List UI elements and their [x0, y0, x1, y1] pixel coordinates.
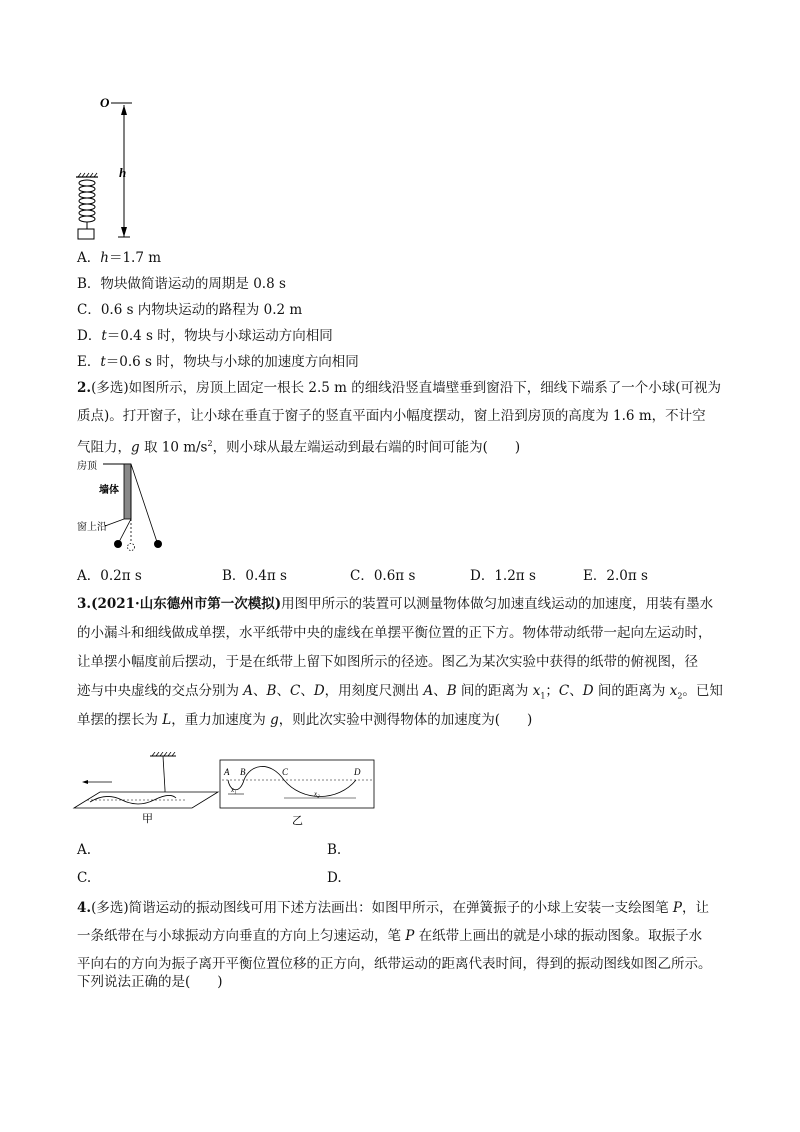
yi-label-b: B: [240, 767, 246, 777]
q2-option-d: D．1.2π s: [470, 568, 536, 584]
q3-text-line4: 迹与中央虚线的交点分别为 A、B、C、D，用刻度尺测出 A、B 间的距离为 $x_1$；C、D 间的距离为 $x_2$。已知: [77, 683, 723, 701]
q2-option-e: E．2.0π s: [583, 568, 648, 584]
figure-jia-funnel-pendulum: [72, 752, 222, 824]
q3-text-line1: 3.(2021·山东德州市第一次模拟)用图甲所示的装置可以测量物体做匀加速直线运动的加速度，用装有墨水: [77, 596, 714, 612]
figure-roof-pendulum: [75, 458, 175, 554]
yi-label-d: D: [354, 767, 361, 777]
yi-label-c: C: [282, 767, 289, 777]
q2-text-line3: 气阻力，g 取 10 $m/s^2$，则小球从最左端运动到最右端的时间可能为( ): [77, 439, 521, 456]
q2-option-b: B．0.4π s: [222, 568, 287, 584]
label-roof: 房顶: [77, 461, 97, 472]
q1-option-e: E．t＝0.6 s 时，物块与小球的加速度方向相同: [77, 354, 359, 370]
q4-text-line1: 4.(多选)简谐运动的振动图线可用下述方法画出：如图甲所示，在弹簧振子的小球上安装一支绘图笔 P，让: [77, 900, 710, 916]
figure-yi-tape: [218, 758, 378, 826]
label-wall: 墙体: [99, 485, 119, 496]
q3-text-line3: 让单摆小幅度前后摆动，于是在纸带上留下如图所示的径迹。图乙为某次实验中获得的纸带的俯视图，径: [77, 654, 698, 670]
q3-option-a: A.: [77, 842, 92, 858]
q3-number: 3.: [77, 596, 92, 612]
label-o: O: [100, 95, 110, 110]
label-window: 窗上沿: [77, 522, 107, 533]
q1-option-d: D．t＝0.4 s 时，物块与小球运动方向相同: [77, 328, 333, 344]
q4-number: 4.: [77, 900, 92, 916]
label-h: h: [119, 165, 127, 180]
q1-option-b: B．物块做简谐运动的周期是 0.8 s: [77, 276, 286, 292]
q1-option-a: A．h＝1.7 m: [77, 250, 162, 266]
yi-label-x1: x₁: [231, 786, 237, 794]
figure-spring-height: [70, 95, 150, 245]
q2-option-c: C．0.6π s: [350, 568, 416, 584]
label-yi: 乙: [292, 814, 303, 826]
q3-option-c: C.: [77, 870, 92, 886]
yi-label-x2: x₂: [314, 790, 320, 798]
q2-option-a: A．0.2π s: [77, 568, 142, 584]
q3-option-b: B.: [327, 842, 342, 858]
q2-text-line2: 质点)。打开窗子，让小球在垂直于窗子的竖直平面内小幅度摆动，窗上沿到房顶的高度为 1.6 m，不计空: [77, 408, 706, 424]
q3-text-line5: 单摆的摆长为 L，重力加速度为 g，则此次实验中测得物体的加速度为( ): [77, 712, 533, 728]
q3-source: (2021·山东德州市第一次模拟): [91, 596, 282, 612]
label-jia: 甲: [142, 812, 153, 824]
q4-text-line2: 一条纸带在与小球振动方向垂直的方向上匀速运动，笔 P 在纸带上画出的就是小球的振动图象。取振子水: [77, 928, 703, 944]
q1-option-c: C．0.6 s 内物块运动的路程为 0.2 m: [77, 302, 303, 318]
q2-number: 2.: [77, 380, 92, 396]
q4-text-line4: 下列说法正确的是( ): [77, 974, 223, 990]
q4-text-line3: 平向右的方向为振子离开平衡位置位移的正方向，纸带运动的距离代表时间，得到的振动图线如图乙所示。: [77, 956, 712, 972]
q2-text-line1: 2.(多选)如图所示，房顶上固定一根长 2.5 m 的细线沿竖直墙壁垂到窗沿下，细线下端系了一个小球(可视为: [77, 380, 722, 396]
q3-text-line2: 的小漏斗和细线做成单摆，水平纸带中央的虚线在单摆平衡位置的正下方。物体带动纸带一起向左运动时，: [77, 625, 712, 641]
yi-label-a: A: [224, 767, 230, 777]
q3-option-d: D.: [327, 870, 342, 886]
